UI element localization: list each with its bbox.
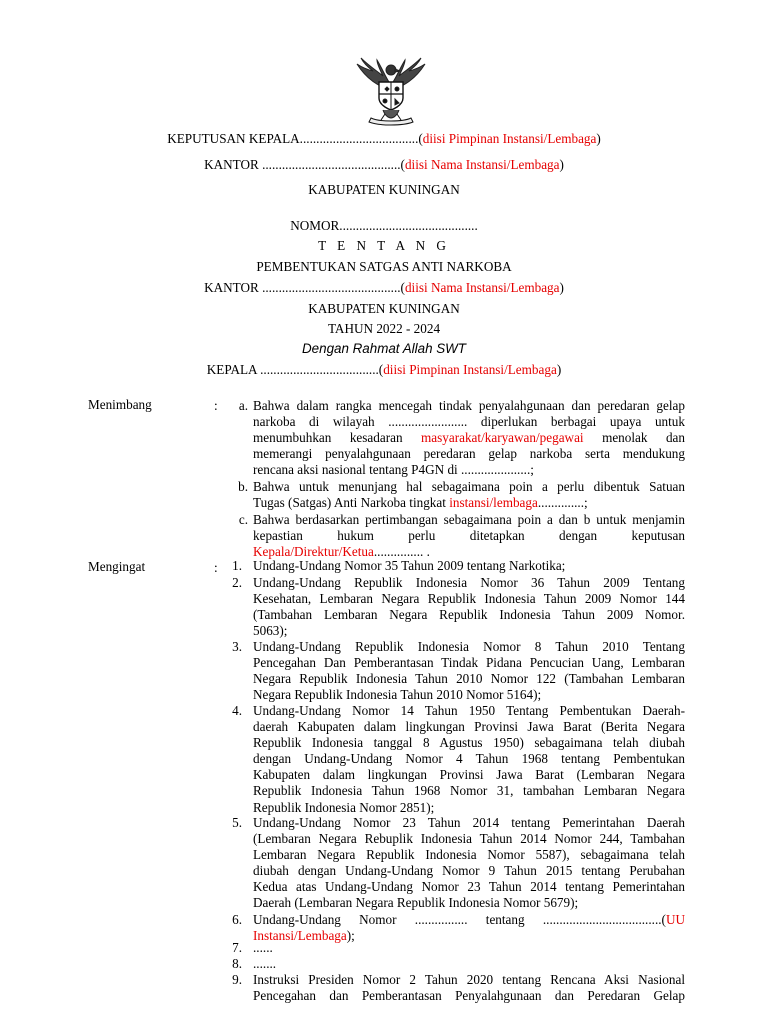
title-prefix: KEPUTUSAN KEPALA....................................( [167,131,423,146]
law-6-number: 6. [232,912,242,927]
law-5 [253,815,685,912]
line [253,430,685,446]
line: Kabupaten dalam lingkungan Provinsi Jawa Barat (Lembaran Negara [253,767,685,783]
law-4 [253,703,685,816]
number-line: NOMOR.......................................... [290,218,478,233]
line: 5063); [253,623,288,639]
line: Undang-Undang Republik Indonesia Nomor 8 Tahun 2010 Tentang [253,639,685,654]
line: Kedua atas Undang-Undang Nomor 23 Tahun 2014 tentang Pemerintahan [253,879,685,895]
menimbang-label: Menimbang [88,397,152,412]
consideration-b [253,479,685,511]
line: Bahwa berdasarkan pertimbangan sebagaimana poin a dan b untuk menjamin [253,512,685,527]
blessing-line: Dengan Rahmat Allah SWT [302,341,466,356]
placeholder-leader: diisi Pimpinan Instansi/Lembaga [383,362,557,377]
mengingat-label: Mengingat [88,559,146,574]
line: Negara Republik Indonesia Tahun 2010 Nomor 122 (Tambahan Lembaran [253,671,685,687]
line: kepastian hukum perlu ditetapkan dengan keputusan [253,528,685,544]
law-2-number: 2. [232,575,242,590]
law-9 [253,972,685,1004]
text: ............... . [373,544,430,560]
consideration-c [253,512,685,560]
line: Pencegahan dan Pemberantasan Penyalahgunaan dan Peredaran Gelap [253,988,685,1004]
law-7-number: 7. [232,940,242,955]
head-prefix: KEPALA ....................................( [206,362,384,377]
consideration-a-marker: a. [238,398,248,413]
law-5-number: 5. [232,815,242,830]
line: diubah dengan Undang-Undang Nomor 9 Tahun 2015 tentang Perubahan [253,863,685,879]
line: Republik Indonesia Nomor 2851); [253,799,435,815]
line: Negara Republik Indonesia Tahun 2010 Nomor 5164); [253,687,542,703]
title-line-decision [0,131,768,147]
line: (Tambahan Lembaran Negara Republik Indonesia Tahun 2009 Nomor. [253,607,685,623]
text: Undang-Undang Nomor ................ tentang ....................................( [253,912,666,927]
about-heading: T E N T A N G [318,238,450,253]
line: Undang-Undang Republik Indonesia Nomor 36 Tahun 2009 Tentang [253,575,685,590]
consideration-c-marker: c. [238,512,248,527]
law-2 [253,575,685,639]
head-line [0,362,768,378]
placeholder-office-name: diisi Nama Instansi/Lembaga [404,280,560,295]
line: Instruksi Presiden Nomor 2 Tahun 2020 tentang Rencana Aksi Nasional [253,972,685,987]
line [253,912,685,928]
menimbang-colon: : [214,398,218,413]
placeholder-leader: diisi Pimpinan Instansi/Lembaga [422,131,597,146]
consideration-b-marker: b. [238,479,248,494]
placeholder-institution: Instansi/Lembaga [253,928,347,944]
line: Daerah (Lembaran Negara Republik Indonesia Nomor 5679); [253,895,579,911]
law-1-number: 1. [232,558,242,573]
law-3 [253,639,685,703]
text: ..............; [537,495,588,511]
placeholder-law: UU [665,912,685,927]
subject-line: PEMBENTUKAN SATGAS ANTI NARKOBA [256,259,512,274]
line: Pencegahan Dan Pemberantasan Tindak Pidana Pencucian Uang, Lembaran [253,655,685,671]
line: Undang-Undang Nomor 35 Tahun 2009 tentang Narkotika; [253,558,566,573]
law-8-number: 8. [232,956,242,971]
subject-office-line [0,280,768,296]
line: Bahwa dalam rangka mencegah tindak penyalahgunaan dan peredaran gelap [253,398,685,413]
paren-close: ) [559,157,564,172]
law-3-number: 3. [232,639,242,654]
consideration-a [253,398,685,478]
placeholder-position: Kepala/Direktur/Ketua [253,544,374,560]
law-7: ...... [253,940,273,955]
law-4-number: 4. [232,703,242,718]
line: memerangi penyalahgunaan peredaran gelap narkoba serta mendukung [253,446,685,462]
line: Kesehatan, Lembaran Negara Republik Indonesia Tahun 2009 Nomor 144 [253,591,685,607]
line [253,495,685,511]
office-prefix: KANTOR ..........................................( [204,280,405,295]
line: Bahwa untuk menunjang hal sebagaimana poin a perlu dibentuk Satuan [253,479,685,494]
paren-close: ) [596,131,601,146]
text: menumbuhkan kesadaran [253,430,422,446]
law-9-number: 9. [232,972,242,987]
placeholder-audience: masyarakat/karyawan/pegawai [421,430,584,446]
line: Lembaran Negara Republik Indonesia Nomor 5587), sebagaimana telah [253,847,685,863]
placeholder-office-name: diisi Nama Instansi/Lembaga [404,157,560,172]
office-prefix: KANTOR ..........................................( [204,157,405,172]
title-line-office [0,157,768,173]
text: Tugas (Satgas) Anti Narkoba tingkat [253,495,450,511]
line: dengan Undang-Undang Nomor 4 Tahun 1968 tentang Pembentukan [253,751,685,767]
law-1 [253,558,685,574]
law-8: ....... [253,956,277,971]
line: Republik Indonesia Tahun 1968 Nomor 31, tambahan Lembaran Negara [253,783,685,799]
line: Undang-Undang Nomor 23 Tahun 2014 tentang Pemerintahan Daerah [253,815,685,830]
line: daerah Kabupaten dalam lingkungan Provinsi Jawa Barat (Berita Negara [253,719,685,735]
line: rencana aksi nasional tentang P4GN di .....................; [253,462,534,478]
placeholder-institution: instansi/lembaga [449,495,538,511]
line: Undang-Undang Nomor 14 Tahun 1950 Tentang Pembentukan Daerah- [253,703,685,718]
line: (Lembaran Negara Rebuplik Indonesia Tahun 2014 Nomor 244, Tambahan [253,831,685,847]
line: Republik Indonesia tanggal 8 Agustus 1950) sebagaimana telah diubah [253,735,685,751]
garuda-emblem-icon [349,56,433,126]
paren-close: ) [559,280,564,295]
text: ); [346,928,355,944]
paren-close: ) [556,362,562,377]
subject-regency-line: KABUPATEN KUNINGAN [308,301,460,316]
regency-line: KABUPATEN KUNINGAN [308,182,460,197]
text: menolak dan [583,430,685,446]
year-line: TAHUN 2022 - 2024 [327,321,441,336]
mengingat-colon: : [214,560,218,575]
line: narkoba di wilayah ........................ diperlukan berbagai upaya untuk [253,414,685,430]
